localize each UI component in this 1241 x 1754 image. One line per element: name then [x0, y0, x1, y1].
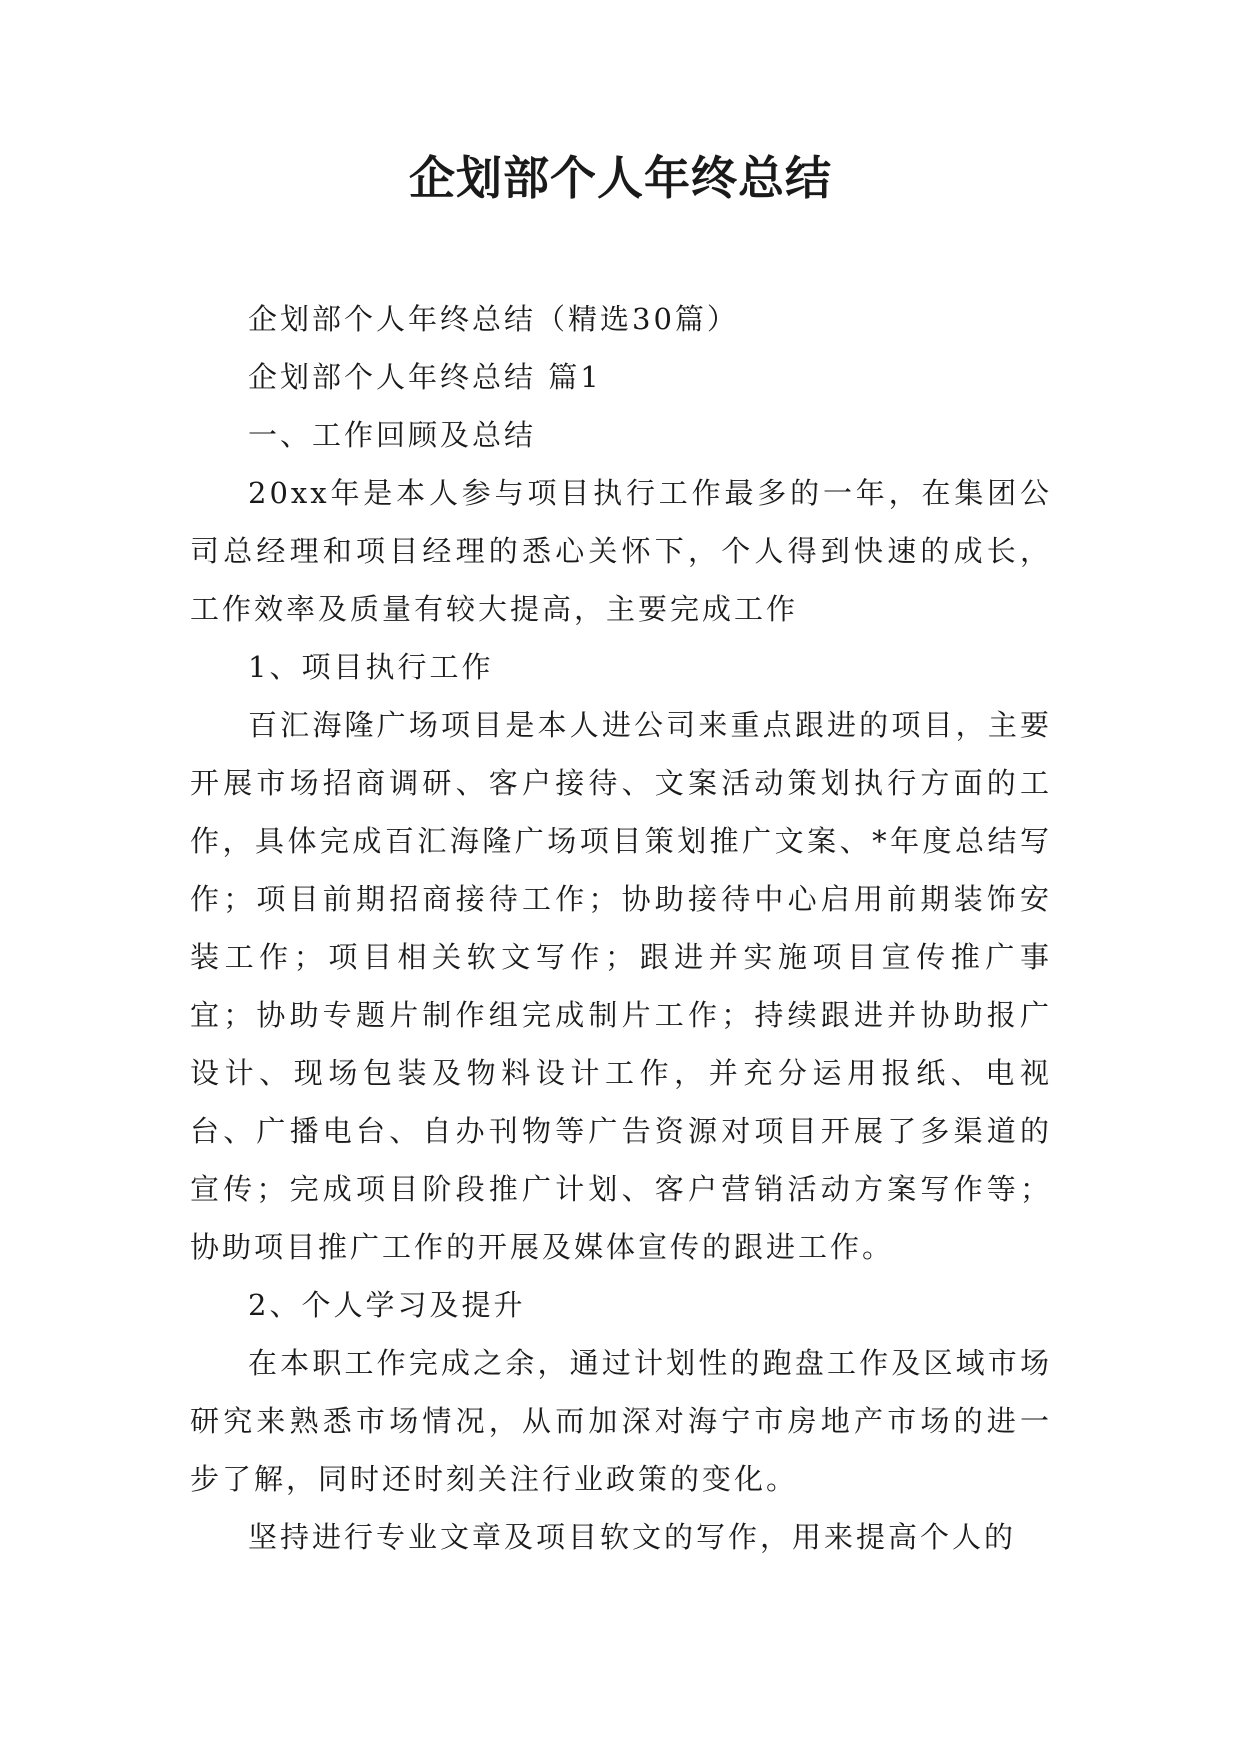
document-body: [190, 290, 1052, 1566]
paragraph-writing: 坚持进行专业文章及项目软文的写作，用来提高个人的: [248, 1520, 1017, 1554]
paragraph-project-work: 百汇海隆广场项目是本人进公司来重点跟进的项目，主要开展市场招商调研、客户接待、文案活动策划执行方面的工作，具体完成百汇海隆广场项目策划推广文案、*年度总结写作；项目前期招商接待工作；协助接待中心启用前期装饰安装工作；项目相关软文写作；跟进并实施项目宣传推广事宜；协助专题片制作组完成制片工作；持续跟进并协助报广设计、现场包装及物料设计工作，并充分运用报纸、电视台、广播电台、自办刊物等广告资源对项目开展了多渠道的宣传；完成项目阶段推广计划、客户营销活动方案写作等；协助项目推广工作的开展及媒体宣传的跟进工作。: [190, 708, 1052, 1264]
document-title: 企划部个人年终总结: [409, 151, 832, 205]
paragraph-subheading-1: 1、项目执行工作: [248, 650, 494, 684]
paragraph-chapter-heading: 企划部个人年终总结 篇1: [248, 360, 602, 394]
paragraph-section-heading: 一、工作回顾及总结: [248, 418, 537, 452]
paragraph-study: 在本职工作完成之余，通过计划性的跑盘工作及区域市场研究来熟悉市场情况，从而加深对海宁市房地产市场的进一步了解，同时还时刻关注行业政策的变化。: [190, 1346, 1052, 1496]
paragraph-subtitle: 企划部个人年终总结（精选30篇）: [248, 302, 739, 336]
paragraph-intro: 20xx年是本人参与项目执行工作最多的一年，在集团公司总经理和项目经理的悉心关怀下，个人得到快速的成长，工作效率及质量有较大提高，主要完成工作: [190, 476, 1052, 626]
paragraph-subheading-2: 2、个人学习及提升: [248, 1288, 526, 1322]
